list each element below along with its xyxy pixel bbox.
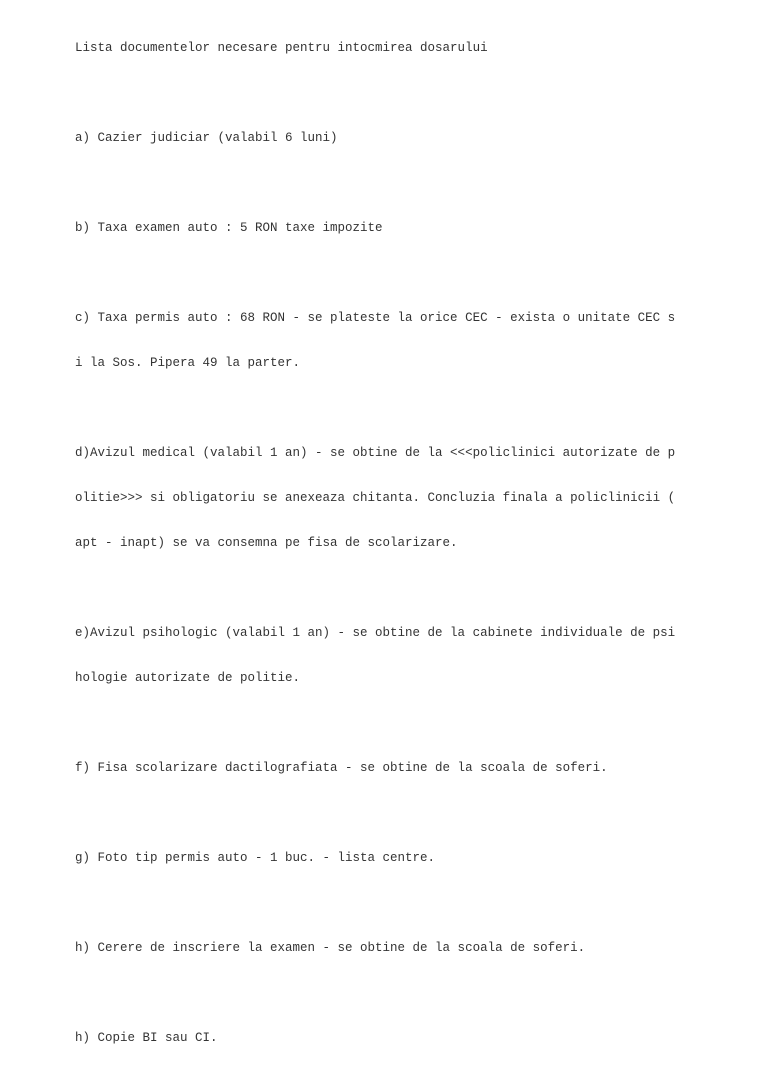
item-line: b) Taxa examen auto : 5 RON taxe impozite bbox=[75, 221, 383, 235]
list-item-a bbox=[75, 101, 675, 176]
item-line: a) Cazier judiciar (valabil 6 luni) bbox=[75, 131, 338, 145]
item-line: c) Taxa permis auto : 68 RON - se plateste la orice CEC - exista o unitate CEC s bbox=[75, 311, 676, 325]
item-line: d)Avizul medical (valabil 1 an) - se obtine de la <<<policlinici autorizate de p bbox=[75, 446, 676, 460]
list-item-g bbox=[75, 821, 675, 896]
list-item-h-cerere bbox=[75, 911, 675, 986]
item-line: h) Cerere de inscriere la examen - se obtine de la scoala de soferi. bbox=[75, 941, 586, 955]
list-item-f bbox=[75, 731, 675, 806]
list-item-e bbox=[75, 596, 675, 716]
list-item-b bbox=[75, 191, 675, 266]
list-item-c bbox=[75, 281, 675, 401]
item-line: e)Avizul psihologic (valabil 1 an) - se obtine de la cabinete individuale de psi bbox=[75, 626, 676, 640]
document-title bbox=[75, 11, 675, 86]
item-line: apt - inapt) se va consemna pe fisa de scolarizare. bbox=[75, 536, 458, 550]
list-item-h-copie bbox=[75, 1001, 675, 1076]
item-line: h) Copie BI sau CI. bbox=[75, 1031, 218, 1045]
item-line: f) Fisa scolarizare dactilografiata - se obtine de la scoala de soferi. bbox=[75, 761, 608, 775]
document-page bbox=[75, 11, 675, 1091]
item-line: i la Sos. Pipera 49 la parter. bbox=[75, 356, 301, 370]
title-line: Lista documentelor necesare pentru intocmirea dosarului bbox=[75, 41, 488, 55]
item-line: g) Foto tip permis auto - 1 buc. - lista centre. bbox=[75, 851, 436, 865]
item-line: olitie>>> si obligatoriu se anexeaza chitanta. Concluzia finala a policlinicii ( bbox=[75, 491, 676, 505]
item-line: hologie autorizate de politie. bbox=[75, 671, 301, 685]
list-item-d bbox=[75, 416, 675, 581]
